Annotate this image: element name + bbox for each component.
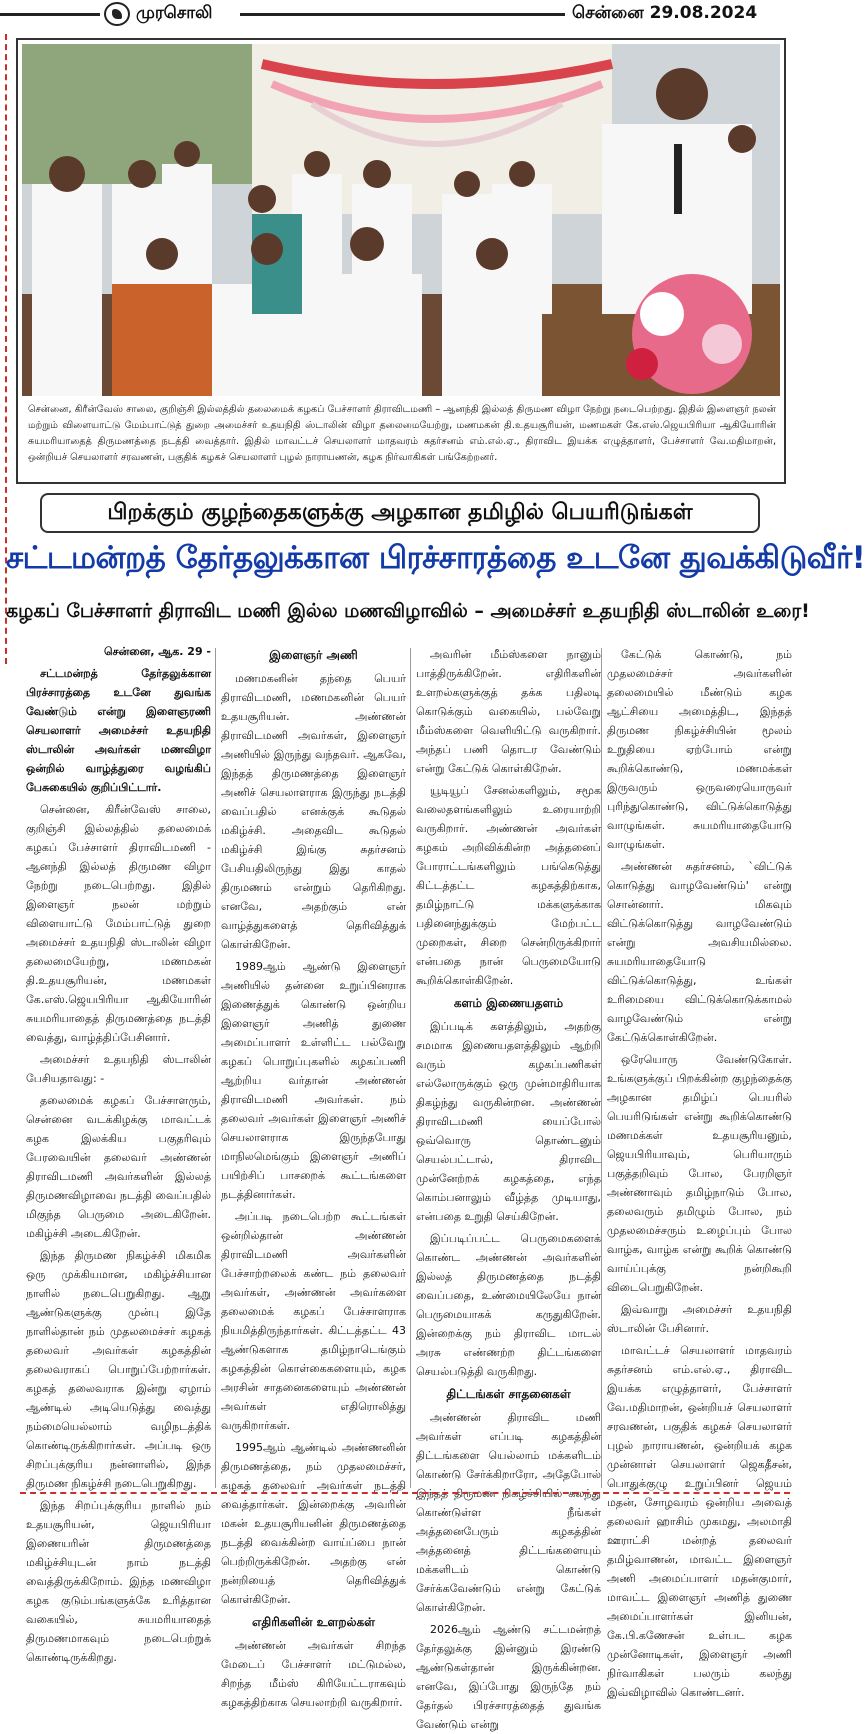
paragraph: 1995ஆம் ஆண்டில் அண்ணனின் திருமணத்தை, நம் முதலமைச்சர், கழகத் தலைவர் அவர்கள் நடத்தி வைத்தார்கள். இன்றைக்கு அவரின் மகன் உதயசூரியனின் திருமணத்தை நடத்தி வைக்கின்ற வாய்ப்பை நான் பெற்றிருக்கிறேன். அதற்கு என் நன்றியைத் தெரிவித்துக் கொள்கிறேன். — [221, 1441, 406, 1606]
subheading: இளைஞர் அணி — [269, 648, 358, 662]
kicker-headline: பிறக்கும் குழந்தைகளுக்கு அழகான தமிழில் பெயரிடுங்கள் — [40, 493, 760, 533]
paragraph: ஒரேயொரு வேண்டுகோள். உங்களுக்குப் பிறக்கின்ற குழந்தைக்கு அழகான தமிழ்ப் பெயரில் பெயரிடுங்கள் என்று கூறிக்கொண்டு மணமக்கள் உதயசூரியனும், ஜெயபிரியாவும், பெரியாரும் பகுத்தறிவும் போல, பேரறிஞர் அண்ணாவும் தமிழ்நாடும் போல, தலைவரும் தமிழும் போல, நம் முதலமைச்சரும் உழைப்பும் போல வாழ்க, வாழ்க என்று கூறிக் கொண்டு வாய்ப்புக்கு நன்றிகூறி விடைபெறுகிறேன். — [607, 1053, 792, 1294]
paragraph: இந்த திருமண நிகழ்ச்சி மிகமிக ஒரு முக்கியமான, மகிழ்ச்சியான நாளில் நடைபெறுகிறது. ஆறு ஆண்டுகளுக்கு முன்பு இதே நாளில்தான் நம் முதலமைச்சர் கழகத் தலைவர் அவர்கள் கழகத்தின் தலைவராகப் பொறுப்பேற்றார்கள். கழகத் தலைவராக இன்று ஏழாம் ஆண்டில் அடியெடுத்து வைத்து நம்மையெல்லாம் வழிநடத்திக் கொண்டிருக்கிறார்கள். அப்படி ஒரு சிறப்புக்குரிய நன்னாளில், இந்த திருமண நிகழ்ச்சி நடைபெறுகிறது. — [26, 1249, 211, 1490]
paragraph: இப்படிக் களத்திலும், அதற்கு சமமாக இணையதளத்திலும் ஆற்றி வரும் கழகப்பணிகள் எல்லோருக்கும் ஒரு முன்மாதிரியாக திகழ்ந்து வருகின்றன. அண்ணன் திராவிடமணி யைப்போல் ஒவ்வொரு தொண்டனும் செயல்பட்டால், திராவிட முன்னேற்றக் கழகத்தை, எந்த கொம்பனாலும் வீழ்த்த முடியாது, என்பதை உறுதி செய்கிறேன். — [416, 1020, 601, 1223]
paragraph: மணமகனின் தந்தை பெயர் திராவிடமணி, மணமகனின் பெயர் உதயசூரியன். அண்ணன் திராவிடமணி அவர்கள், இளைஞர் அணியில் இருந்து வந்தவர். ஆகவே, இந்தத் திருமணத்தை இளைஞர் அணிச் செயலாளராக இருந்து நடத்தி வைப்பதில் எனக்குக் கூடுதல் மகிழ்ச்சி. அதைவிட கூடுதல் மகிழ்ச்சி இங்கு சுதர்சனம் பேசியதிலிருந்து இது காதல் திருமணம் என்றும் தெரிகிறது. எனவே, அதற்கும் என் வாழ்த்துகளைத் தெரிவித்துக் கொள்கிறேன். — [221, 672, 406, 951]
paragraph: இந்த சிறப்புக்குரிய நாளில் நம் உதயசூரியன், ஜெயபிரியா இணையரின் திருமணத்தை மகிழ்ச்சியுடன் நாம் நடத்தி வைத்திருக்கிறோம். இந்த மணவிழா கழக குடும்பங்களுக்கே உரித்தான வகையில், சுயமரியாதைத் திருமணமாகவும் நடைபெற்றுக் கொண்டிருக்கிறது. — [26, 1499, 211, 1664]
lead-paragraph: சட்டமன்றத் தேர்தலுக்கான பிரச்சாரத்தை உடனே துவங்க வேண்டும் என்று இளைஞரணி செயலாளர் அமைச்சர் உதயநிதி ஸ்டாலின் அவர்கள் மணவிழா ஒன்றில் வாழ்த்துரை வழங்கிப் பேசுகையில் குறிப்பிட்டார். — [26, 667, 211, 794]
paragraph: அண்ணன் அவர்கள் சிறந்த மேடைப் பேச்சாளர் மட்டுமல்ல, சிறந்த மீம்ஸ் கிரியேட்டராகவும் கழகத்திற்காக செயலாற்றி வருகிறார். — [221, 1639, 406, 1709]
wedding-photo — [22, 44, 780, 396]
main-headline: சட்டமன்றத் தேர்தலுக்கான பிரச்சாரத்தை உடனே துவக்கிடுவீர்! — [6, 540, 865, 576]
subheading: எதிரிகளின் உளறல்கள் — [252, 1615, 375, 1629]
issue-date: சென்னை 29.08.2024 — [572, 3, 758, 23]
masthead-rule — [0, 13, 100, 16]
column-separator — [601, 648, 602, 1488]
masthead-rule — [240, 13, 565, 16]
sub-headline: கழகப் பேச்சாளர் திராவிட மணி இல்ல மணவிழாவில் – அமைச்சர் உதயநிதி ஸ்டாலின் உரை! — [6, 600, 810, 622]
paragraph: அப்படி நடைபெற்ற கூட்டங்கள் ஒன்றில்தான் அண்ணன் திராவிடமணி அவர்களின் பேச்சாற்றலைக் கண்ட நம் தலைவர் அவர்கள், அண்ணன் அவர்களை தலைமைக் கழகப் பேச்சாளராக நியமித்திருந்தார்கள். கிட்டத்தட்ட 43 ஆண்டுகளாக தமிழ்நாடெங்கும் கழகத்தின் கொள்கைகளையும், கழக அரசின் சாதனைகளையும் அண்ணன் அவர்கள் எதிரொலித்து வருகிறார்கள். — [221, 1210, 406, 1432]
column-separator — [215, 648, 216, 1488]
article-column-3 — [416, 642, 601, 1731]
paragraph: 2026ஆம் ஆண்டு சட்டமன்றத் தேர்தலுக்கு இன்னும் இரண்டு ஆண்டுகள்தான் இருக்கின்றன. எனவே, இப்போது இருந்தே நம் தேர்தல் பிரச்சாரத்தைத் துவங்க வேண்டும் என்று — [416, 1623, 601, 1731]
photo-block — [16, 38, 786, 484]
paragraph: 1989ஆம் ஆண்டு இளைஞர் அணியில் தன்னை உறுப்பினராக இணைத்துக் கொண்டு ஒன்றிய இளைஞர் அணித் துணை அமைப்பாளர் உள்ளிட்ட பல்வேறு கழகப் பொறுப்புகளில் கழகப்பணி ஆற்றிய வர்தான் அண்ணன் திராவிடமணி அவர்கள். நம் தலைவர் அவர்கள் இளைஞர் அணிச் செயலாளராக இருந்தபோது மாநிலமெங்கும் இளைஞர் அணிப் பயிற்சிப் பாசறைக் கூட்டங்களை நடத்தினார்கள். — [221, 960, 406, 1201]
paragraph: தலைமைக் கழகப் பேச்சாளரும், சென்னை வடக்கிழக்கு மாவட்டக் கழக இலக்கிய பகுதரிவும் பேரவையின் தலைவர் அண்ணன் திராவிடமணி அவர்களின் இல்லத் திருமணவிழாவை நடத்தி வைப்பதில் மிகுந்த பெருமை அடைகிறேன். மகிழ்ச்சி அடைகிறேன். — [26, 1094, 211, 1240]
wedding-photo-illustration — [22, 44, 780, 396]
paragraph: சென்னை, கிரீன்வேஸ் சாலை, குறிஞ்சி இல்லத்தில் தலைமைக் கழகப் பேச்சாளர் திராவிடமணி - ஆனந்தி இல்லத் திருமண விழா நேற்று நடைபெற்றது. இதில் இளைஞர் நலன் மற்றும் விளையாட்டு மேம்பாட்டுத் துறை அமைச்சர் உதயநிதி ஸ்டாலின் விழா தலைமையேற்று, மணமகன் தி.உதயசூரியன், மணமகள் கே.எஸ்.ஜெயபிரியா ஆகியோரின் சுயமரியாதைத் திருமணத்தை நடத்தி வைத்து, வாழ்த்திப்பேசினார். — [26, 803, 211, 1044]
paper-name: முரசொலி — [136, 3, 213, 23]
paragraph: இவ்வாறு அமைச்சர் உதயநிதி ஸ்டாலின் பேசினார். — [607, 1303, 792, 1335]
dateline: சென்னை, ஆக. 29 - — [103, 645, 211, 658]
paragraph: அவரின் மீம்ஸ்களை நானும் பாத்திருக்கிறேன். எதிரிகளின் உளறல்களுக்குத் தக்க பதிலடி கொடுக்கும் வகையில், பல்வேறு மீம்ஸ்களை வெளியிட்டு வருகிறார். அந்தப் பணி தொடர வேண்டும் என்று கேட்டுக் கொள்கிறேன். — [416, 648, 601, 775]
paper-logo — [104, 2, 130, 26]
subheading: களம் இணையதளம் — [453, 996, 564, 1010]
paragraph: அமைச்சர் உதயநிதி ஸ்டாலின் பேசியதாவது: - — [26, 1053, 211, 1085]
paragraph: யூடியூப் சேனல்களிலும், சமூக வலைதளங்களிலும் உரையாற்றி வருகிறார். அண்ணன் அவர்கள் கழகம் அறிவிக்கின்ற அத்தனைப் போராட்டங்களிலும் பங்கெடுத்து கிட்டத்தட்ட கழகத்திற்காக, தமிழ்நாட்டு மக்களுக்காக பதினைந்துக்கும் மேற்பட்ட முறைகள், சிறை சென்றிருக்கிறார் என்பதை நான் பெருமையோடு கூறிக்கொள்கிறேன். — [416, 784, 601, 987]
paragraph: அண்ணன் திராவிட மணி அவர்கள் எப்படி கழகத்தின் திட்டங்களை யெல்லாம் மக்களிடம் கொண்டு சேர்க்கிறாரோ, அதேபோல் இந்தத் திருமண நிகழ்ச்சியில் கலந்து கொண்டுள்ள நீங்கள் அத்தனைபேரும் கழகத்தின் அத்தனைத் திட்டங்களையும் மக்களிடம் கொண்டு சேர்க்கவேண்டும் என்று கேட்டுக் கொள்கிறேன். — [416, 1411, 601, 1614]
subheading: திட்டங்கள் சாதனைகள் — [446, 1387, 571, 1401]
paragraph: கேட்டுக் கொண்டு, நம் முதலமைச்சர் அவர்களின் தலைமையில் மீண்டும் கழக ஆட்சியை அமைத்திட, இந்தத் திருமண நிகழ்ச்சியின் மூலம் உறுதியை ஏற்போம் என்று கூறிக்கொண்டு, மணமக்கள் இருவரும் ஒருவரையொருவர் புரிந்துகொண்டு, விட்டுக்கொடுத்து வாழுங்கள். சுயமரியாதையோடு வாழுங்கள். — [607, 648, 792, 851]
paragraph: இப்படிப்பட்ட பெருமைகளைக் கொண்ட அண்ணன் அவர்களின் இல்லத் திருமணத்தை நடத்தி வைப்பதை, உண்மையிலேயே நான் பெருமையாகக் கருதுகிறேன். இன்றைக்கு நம் திராவிட மாடல் அரசு எண்ணற்ற திட்டங்களை செயல்படுத்தி வருகிறது. — [416, 1232, 601, 1378]
article-column-4 — [607, 642, 792, 1699]
bottom-border-dashed — [20, 1492, 790, 1494]
article-column-1 — [26, 642, 211, 1664]
photo-caption: சென்னை, கிரீன்வேஸ் சாலை, குறிஞ்சி இல்லத்தில் தலைமைக் கழகப் பேச்சாளர் திராவிடமணி – ஆனந்தி இல்லத் திருமண விழா நேற்று நடைபெற்றது. இதில் இளைஞர் நலன் மற்றும் விளையாட்டு மேம்பாட்டுத் துறை அமைச்சர் உதயநிதி ஸ்டாலின் விழா தலைமையேற்று, மணமகன் தி.உதயசூரியன், மணமகள் கே.எஸ்.ஜெயபிரியா ஆகியோரின் சுயமரியாதைத் திருமணத்தை நடத்தி வைத்தார். இதில் மாவட்டச் செயலாளர் மாதவரம் சுதர்சனம் எம்.எல்.ஏ., திராவிட இயக்க எழுத்தாளர், பேச்சாளர் வே.மதிமாறன், ஒன்றியச் செயலாளர் சரவணன், பகுதிக் கழகச் செயலாளர் புழல் நாராயணன், கழக நிர்வாகிகள் பங்கேற்றனர். — [28, 404, 776, 463]
paragraph: அண்ணன் சுதர்சனம், `விட்டுக் கொடுத்து வாழவேண்டும்' என்று சொன்னார். மிகவும் விட்டுக்கொடுத்து வாழவேண்டும் என்று அவசியமில்லை. சுயமரியாதையோடு விட்டுக்கொடுத்து, உங்கள் உரிமையை விட்டுக்கொடுக்காமல் வாழவேண்டும் என்று கேட்டுக்கொள்கிறேன். — [607, 860, 792, 1044]
paragraph: மாவட்டச் செயலாளர் மாதவரம் சுதர்சனம் எம்.எல்.ஏ., திராவிட இயக்க எழுத்தாளர், பேச்சாளர் வே.மதிமாறன், ஒன்றியச் செயலாளர் சரவணன், பகுதிக் கழகச் செயலாளர் புழல் நாராயணன், ஒன்றியக் கழக முன்னாள் செயலாளர் ஜெகதீசன், பொதுக்குழு உறுப்பினர் ஜெயம் மதன், சோழவரம் ஒன்றிய அவைத் தலைவர் ஹாசிம் முகமது, அலமாதி ஊராட்சி மன்றத் தலைவர் தமிழ்வாணன், மாவட்ட இளைஞர் அணி அமைப்பாளர் மதன்குமார், மாவட்ட இளைஞர் அணித் துணை அமைப்பாளர்கள் இனியன், கே.பி.கணேசன் உள்பட கழக முன்னோடிகள், இளைஞர் அணி நிர்வாகிகள் பலரும் கலந்து இவ்விழாவில் கொண்டனர். — [607, 1344, 792, 1699]
column-separator — [410, 648, 411, 1488]
masthead — [0, 0, 800, 30]
article-column-2 — [221, 642, 406, 1709]
